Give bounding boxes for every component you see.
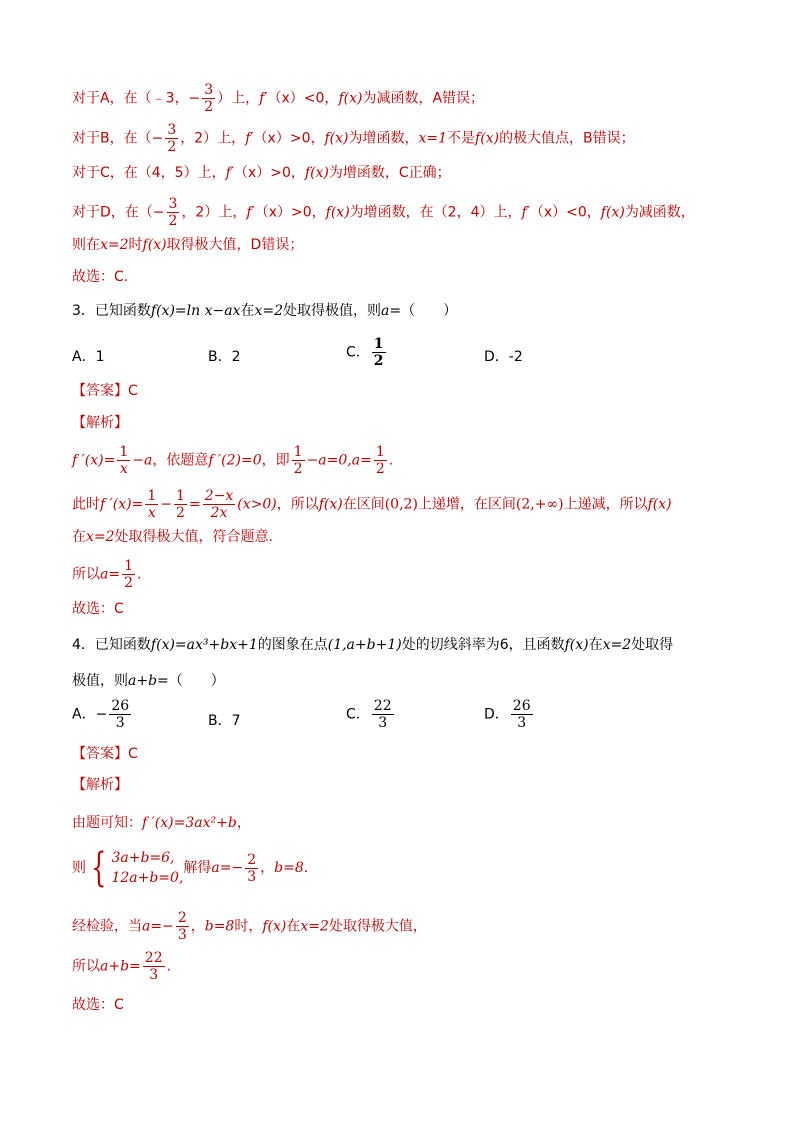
text: 的图象在点 [257, 637, 328, 653]
text: 极值，则 [72, 673, 128, 689]
math: f(x) [338, 90, 363, 107]
text: ，即 [261, 452, 290, 469]
q3-option-a: A．1 [72, 349, 105, 365]
math: −a=0,a= [306, 452, 372, 469]
sol2-option-b-line [72, 122, 635, 155]
q4-stem-line-2 [72, 672, 225, 690]
numerator: 3 [204, 82, 214, 98]
q4-option-d [484, 698, 535, 731]
numerator: 2 [247, 851, 257, 868]
denominator: 3 [378, 715, 388, 731]
text: 在区间 [342, 496, 385, 513]
text: ，依题意 [152, 452, 209, 469]
sol2-option-a-line [72, 82, 484, 115]
text: ′（x）>0， [230, 165, 305, 181]
math: f(x) [647, 496, 672, 513]
math: f ′(2)=0 [208, 452, 262, 469]
math: a= [100, 566, 121, 583]
math: f(x)=ln x−ax [150, 303, 241, 319]
fraction [145, 488, 158, 521]
sol2-option-c-line [72, 164, 451, 182]
denominator: 3 [115, 715, 125, 731]
math: a+b= [128, 673, 169, 689]
text: 在 [72, 529, 86, 545]
math: f ′(x)= [72, 452, 116, 469]
text: 所以 [72, 566, 100, 583]
math: f(x) [324, 130, 349, 147]
text: 则 [72, 860, 86, 876]
text: ′（x）<0， [264, 90, 339, 107]
fraction [511, 698, 533, 731]
sol2-choose: 故选：C. [72, 269, 129, 285]
q4-analysis-line-2 [72, 845, 309, 891]
math: x=2 [602, 637, 632, 653]
text: 为减函数，A错误； [362, 90, 485, 107]
text: ， [190, 918, 205, 935]
text: 时， [234, 918, 263, 935]
text: ′（x）<0， [526, 204, 601, 221]
math: f(x) [304, 165, 329, 181]
text: 不是 [447, 130, 476, 147]
text: 上递减，所以 [563, 496, 648, 513]
text: 对于D，在（− [72, 204, 165, 221]
fraction [165, 122, 178, 155]
fraction [174, 488, 187, 521]
text: 所以 [72, 958, 100, 975]
denominator: x [147, 505, 156, 521]
denominator: 2 [373, 353, 384, 369]
text: 取得极大值，D错误； [166, 237, 304, 253]
text: 处取得极大值，符合题意. [114, 529, 273, 545]
math: f(x) [475, 130, 500, 147]
option-label: C． [346, 706, 370, 723]
numerator: 3 [167, 122, 177, 138]
math: (2,+∞) [515, 496, 564, 513]
q3-analysis-line-1 [72, 444, 393, 477]
math: x=2 [86, 529, 115, 545]
fraction [202, 82, 215, 115]
option-label: A．− [72, 706, 108, 723]
math: b=8. [274, 860, 309, 876]
math: b=8 [204, 918, 235, 935]
numerator: 1 [375, 444, 385, 460]
math: (0,2) [384, 496, 418, 513]
text: 3．已知函数 [72, 303, 151, 319]
text: 在 [240, 303, 255, 319]
text: ，2）上， [181, 204, 247, 221]
math: a=− [211, 860, 244, 876]
denominator: 2 [167, 139, 177, 155]
math: f(x) [318, 496, 343, 513]
fraction [117, 444, 130, 477]
text: ，2）上， [180, 130, 246, 147]
math: f(x) [325, 204, 350, 221]
text: 处取得极大值， [328, 918, 427, 935]
text: 4．已知函数 [72, 637, 151, 653]
math: a= [381, 303, 402, 319]
q4-analysis-line-1 [72, 814, 251, 832]
q4-option-a [72, 698, 133, 731]
text: 处取得 [631, 637, 674, 653]
sol2-option-d-line [72, 196, 695, 229]
text: 解得 [183, 860, 212, 876]
q4-analysis-line-3 [72, 910, 427, 943]
math: −a [132, 452, 153, 469]
numerator: 1 [147, 488, 157, 504]
denominator: 2x [210, 505, 228, 521]
math: = [188, 496, 201, 513]
text: 经检验，当 [72, 918, 142, 935]
q4-stem-line-1 [72, 636, 673, 654]
math: − [160, 496, 173, 513]
left-brace-icon: { [91, 845, 107, 891]
text: 对于C，在（4，5）上， [72, 165, 226, 181]
text: 此时 [72, 496, 100, 513]
denominator: 3 [177, 927, 187, 943]
numerator: 26 [111, 698, 130, 714]
text: 时 [128, 237, 143, 253]
math: f [246, 204, 252, 221]
fraction [203, 488, 236, 521]
q3-option-c [346, 336, 388, 369]
math: f [225, 165, 231, 181]
text: 为增函数， [348, 130, 419, 147]
numerator: 26 [512, 698, 531, 714]
text: ﹣3，− [151, 90, 201, 107]
math: a=− [142, 918, 174, 935]
numerator: 1 [176, 488, 185, 504]
text: 的极大值点，B错误； [499, 130, 635, 147]
fraction [109, 698, 131, 731]
math: x=2 [100, 237, 129, 253]
text: ）上， [217, 90, 260, 107]
denominator: 2 [375, 461, 385, 477]
text: . [137, 566, 142, 583]
math: f(x) [600, 204, 625, 221]
math: f ′(x)= [100, 496, 144, 513]
math: f(x) [262, 918, 287, 935]
numerator: 1 [119, 444, 129, 460]
q3-analysis-line-2 [72, 488, 672, 521]
q3-analysis-line-3 [72, 528, 273, 546]
numerator: 1 [124, 558, 133, 574]
denominator: 2 [204, 99, 214, 115]
denominator: 3 [149, 967, 159, 983]
text: 上递增，在区间 [417, 496, 516, 513]
q4-analysis-line-4 [72, 950, 171, 983]
numerator: 22 [373, 698, 392, 714]
q3-analysis-heading: 【解析】 [72, 415, 128, 431]
text: ，所以 [276, 496, 319, 513]
math: a+b= [100, 958, 141, 975]
denominator: 2 [176, 505, 185, 521]
q4-option-b: B．7 [208, 713, 241, 729]
q4-option-c [346, 698, 396, 731]
denominator: 2 [293, 461, 303, 477]
fraction [176, 910, 189, 943]
text: （ ） [168, 673, 225, 689]
q3-stem [72, 302, 457, 320]
denominator: 2 [124, 575, 133, 591]
denominator: x [119, 461, 128, 477]
text: . [388, 452, 394, 469]
q4-analysis-heading: 【解析】 [72, 777, 128, 793]
fraction [167, 196, 180, 229]
math: f [259, 90, 265, 107]
numerator: 2−x [204, 488, 234, 504]
text: 由题可知： [72, 815, 142, 831]
fraction [372, 336, 386, 369]
equation-2: 12a+b=0, [111, 870, 184, 886]
text: 为增函数，C正确； [328, 165, 451, 181]
text: 则在 [72, 237, 100, 253]
text: 在 [286, 918, 301, 935]
text: 对于A，在（ [72, 90, 152, 107]
text: 对于B，在（− [72, 130, 164, 147]
numerator: 2 [177, 910, 187, 926]
denominator: 3 [517, 715, 527, 731]
text: ′（x）>0， [251, 204, 326, 221]
math: f(x) [564, 637, 589, 653]
text: ′（x）>0， [250, 130, 325, 147]
math: f [245, 130, 251, 147]
q4-choose: 故选：C [72, 997, 124, 1013]
option-label: C． [346, 344, 370, 361]
math: (1,a+b+1) [327, 637, 402, 653]
numerator: 1 [373, 336, 384, 352]
fraction [372, 698, 394, 731]
text: 在 [588, 637, 603, 653]
option-label: D． [484, 706, 509, 723]
math: x=2 [300, 918, 329, 935]
sol2-option-d-line-2 [72, 236, 303, 254]
numerator: 22 [144, 950, 163, 966]
fraction [374, 444, 387, 477]
q3-answer: 【答案】C [72, 383, 138, 399]
fraction [143, 950, 165, 983]
fraction [122, 558, 135, 591]
math: f ′(x)=3ax²+b [142, 815, 237, 831]
numerator: 1 [293, 444, 303, 460]
math: x=1 [418, 130, 448, 147]
q3-choose: 故选：C [72, 601, 124, 617]
q3-option-d: D．-2 [484, 349, 523, 365]
text: ， [236, 815, 251, 831]
fraction [292, 444, 305, 477]
text: 为减函数， [624, 204, 695, 221]
equation-system [111, 848, 183, 888]
q3-analysis-line-4 [72, 558, 141, 591]
math: (x>0) [237, 496, 277, 513]
equation-1: 3a+b=6, [111, 850, 175, 866]
text: . [166, 958, 172, 975]
denominator: 3 [247, 868, 257, 885]
text: （ ） [401, 303, 458, 319]
math: x=2 [254, 303, 284, 319]
math: f(x) [142, 237, 167, 253]
denominator: 2 [168, 213, 178, 229]
numerator: 3 [168, 196, 178, 212]
math: f [521, 204, 527, 221]
text: ， [260, 860, 275, 876]
text: 处取得极值，则 [283, 303, 382, 319]
text: 为增函数，在（2，4）上， [349, 204, 522, 221]
text: 处的切线斜率为6，且函数 [401, 637, 565, 653]
math: f(x)=ax³+bx+1 [150, 637, 258, 653]
fraction [245, 852, 258, 885]
q4-answer: 【答案】C [72, 746, 138, 762]
q3-option-b: B．2 [208, 349, 241, 365]
